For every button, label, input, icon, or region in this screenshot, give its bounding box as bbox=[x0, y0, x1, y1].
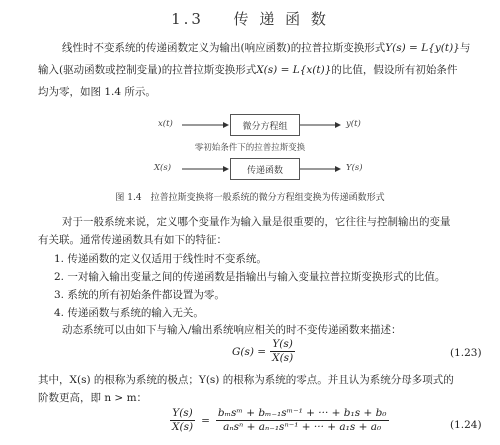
list-item: 1. 传递函数的定义仅适用于线性时不变系统。 bbox=[54, 253, 267, 265]
intro-line-1 bbox=[38, 40, 488, 57]
body-p2: 动态系统可以由如下与输入/输出系统响应相关的时不变传递函数来描述： bbox=[62, 324, 402, 336]
eq124-lhs-num: Y(s) bbox=[172, 407, 193, 419]
body-p1-line-2: 有关联。通常传递函数具有如下的特征： bbox=[38, 234, 227, 246]
intro-line-2 bbox=[38, 62, 488, 79]
eq124-rhs-fraction bbox=[216, 407, 389, 434]
equation-1-24 bbox=[170, 407, 389, 434]
eq123-fraction bbox=[270, 338, 295, 365]
eq123-num: Y(s) bbox=[272, 338, 293, 350]
figure-caption: 图 1.4 拉普拉斯变换将一般系统的微分方程组变换为传递函数形式 bbox=[115, 193, 385, 203]
fig-bottom-output: Y(s) bbox=[346, 163, 363, 173]
equation-1-23 bbox=[232, 338, 295, 365]
eq124-equals: = bbox=[201, 414, 210, 427]
intro-math-2: X(s) = L{x(t)} bbox=[256, 64, 332, 76]
list-item: 4. 传递函数与系统的输入无关。 bbox=[54, 307, 204, 319]
eq124-lhs-den: X(s) bbox=[172, 421, 194, 433]
fig-middle-note: 零初始条件下的拉普拉斯变换 bbox=[194, 143, 306, 153]
eq124-lhs-fraction bbox=[170, 407, 195, 434]
body-p3-line-1: 其中，X(s) 的根称为系统的极点；Y(s) 的根称为系统的零点。并且认为系统分母多项式的 bbox=[38, 374, 454, 386]
section-name: 传 递 函 数 bbox=[233, 10, 329, 28]
eq123-number: (1.23) bbox=[450, 347, 482, 359]
eq123-lhs: G(s) = bbox=[232, 345, 267, 358]
intro-text-1b: 与 bbox=[459, 42, 471, 54]
section-title bbox=[0, 8, 500, 29]
fig-top-input: x(t) bbox=[158, 119, 173, 129]
intro-text-2: 输入(驱动函数或控制变量)的拉普拉斯变换形式 bbox=[38, 64, 257, 76]
list-item: 3. 系统的所有初始条件都设置为零。 bbox=[54, 289, 225, 301]
eq123-den: X(s) bbox=[272, 352, 294, 364]
fig-bottom-box: 传递函数 bbox=[230, 158, 300, 180]
list-item: 2. 一对输入输出变量之间的传递函数是指输出与输入变量拉普拉斯变换形式的比值。 bbox=[54, 271, 446, 283]
body-p3-line-2: 阶数更高，即 n > m： bbox=[38, 392, 148, 404]
figure-1-4 bbox=[0, 108, 500, 186]
intro-text-2b: 的比值，假设所有初始条件 bbox=[331, 64, 458, 76]
fig-top-box: 微分方程组 bbox=[230, 114, 300, 136]
eq124-number: (1.24) bbox=[450, 419, 482, 431]
body-p1-line-1: 对于一般系统来说，定义哪个变量作为输入量是很重要的，它往往与控制输出的变量 bbox=[62, 216, 451, 228]
fig-bottom-input: X(s) bbox=[154, 163, 172, 173]
eq124-rhs-den: aₙsⁿ + aₙ₋₁sⁿ⁻¹ + ··· + a₁s + a₀ bbox=[223, 421, 382, 433]
intro-math-1: Y(s) = L{y(t)} bbox=[385, 42, 460, 54]
section-number: 1.3 bbox=[171, 10, 204, 28]
eq124-rhs-num: bₘsᵐ + bₘ₋₁sᵐ⁻¹ + ··· + b₁s + b₀ bbox=[217, 407, 387, 419]
intro-line-3: 均为零，如图 1.4 所示。 bbox=[38, 86, 156, 98]
intro-text-1: 线性时不变系统的传递函数定义为输出(响应函数)的拉普拉斯变换形式 bbox=[62, 42, 386, 54]
fig-top-output: y(t) bbox=[346, 119, 361, 129]
